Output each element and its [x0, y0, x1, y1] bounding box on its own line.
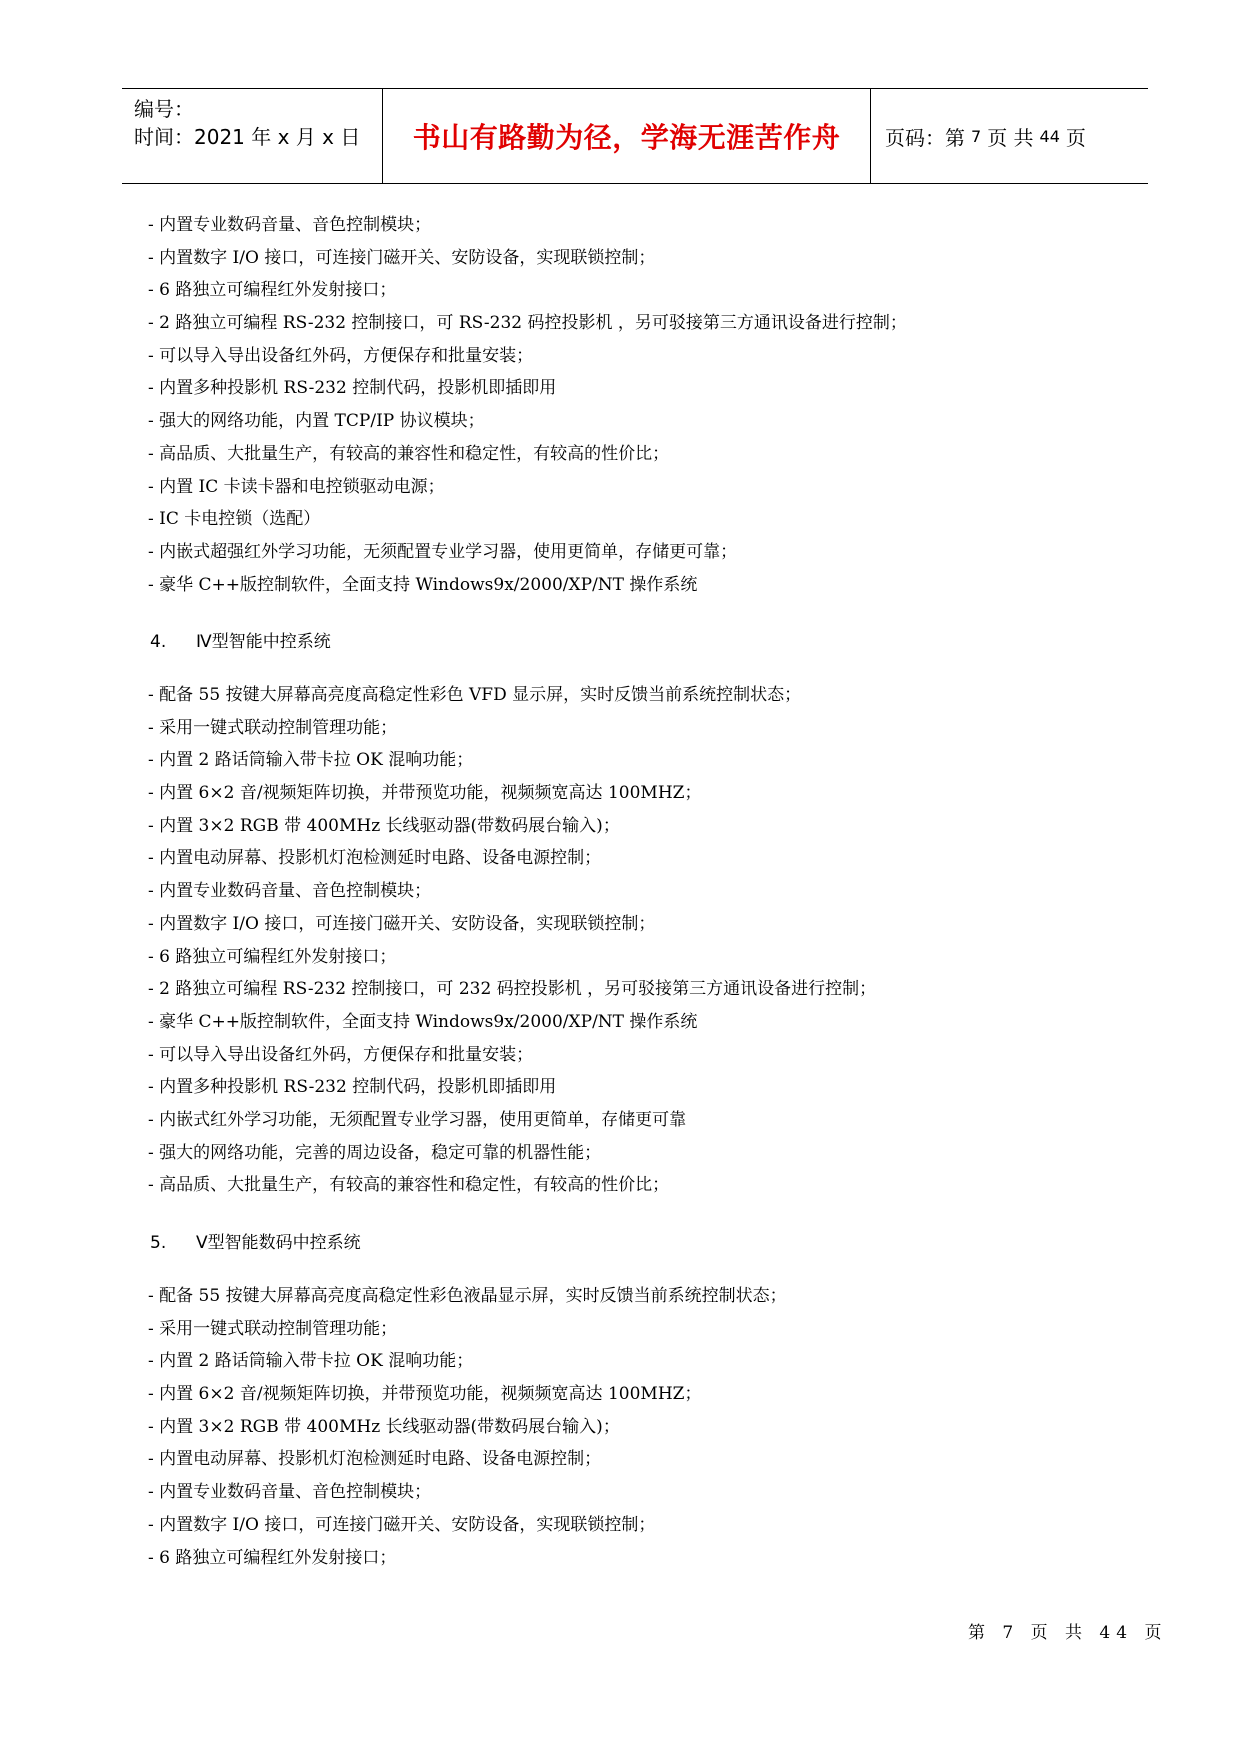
section4-title: Ⅳ型智能中控系统	[196, 632, 331, 652]
page-suffix: 页	[1065, 125, 1086, 150]
list-item: - 采用一键式联动控制管理功能；	[148, 1318, 398, 1339]
list-item: - 配备 55 按键大屏幕高亮度高稳定性彩色液晶显示屏，实时反馈当前系统控制状态；	[148, 1286, 787, 1306]
list-item: - 内置 6×2 音/视频矩阵切换，并带预览功能，视频频宽高达 100MHZ；	[148, 1384, 702, 1405]
header-meta	[122, 89, 382, 183]
list-item: - 内置 2 路话筒输入带卡拉 OK 混响功能；	[148, 1351, 474, 1372]
list-item: - 内置 3×2 RGB 带 400MHz 长线驱动器(带数码展台输入)；	[148, 1416, 620, 1437]
section5-list	[148, 1280, 1148, 1574]
list-item: - 可以导入导出设备红外码，方便保存和批量安装；	[148, 1044, 534, 1065]
list-item: - 内置数字 I/O 接口，可连接门磁开关、安防设备，实现联锁控制；	[148, 247, 656, 268]
list-item: - 内置电动屏幕、投影机灯泡检测延时电路、设备电源控制；	[148, 848, 602, 869]
list-item: - 强大的网络功能，完善的周边设备，稳定可靠的机器性能；	[148, 1142, 602, 1163]
list-item: - 6 路独立可编程红外发射接口；	[148, 1547, 397, 1568]
list-item: - 内置 IC 卡读卡器和电控锁驱动电源；	[148, 476, 445, 497]
list-item: - 内置电动屏幕、投影机灯泡检测延时电路、设备电源控制；	[148, 1449, 602, 1470]
list-item: - 内置数字 I/O 接口，可连接门磁开关、安防设备，实现联锁控制；	[148, 1514, 656, 1535]
list-item: - 配备 55 按键大屏幕高亮度高稳定性彩色 VFD 显示屏，实时反馈当前系统控制状态；	[148, 685, 802, 705]
list-item: - 豪华 C++版控制软件，全面支持 Windows9x/2000/XP/NT 操作系统	[148, 1011, 698, 1032]
list-item: - 内置 6×2 音/视频矩阵切换，并带预览功能，视频频宽高达 100MHZ；	[148, 783, 702, 804]
list-item: - 内置多种投影机 RS-232 控制代码，投影机即插即用	[148, 1077, 557, 1098]
section5-number: 5.	[150, 1233, 167, 1253]
section5-heading	[150, 1228, 361, 1253]
list-item: - 内置专业数码音量、音色控制模块；	[148, 1482, 432, 1503]
list-item: - 高品质、大批量生产，有较高的兼容性和稳定性，有较高的性价比；	[148, 443, 670, 464]
list-item: - 可以导入导出设备红外码，方便保存和批量安装；	[148, 345, 534, 366]
header-motto: 书山有路勤为径，学海无涯苦作舟	[382, 89, 871, 183]
list-item: - 内置 2 路话筒输入带卡拉 OK 混响功能；	[148, 750, 474, 771]
list-item: - 2 路独立可编程 RS-232 控制接口，可 RS-232 码控投影机 ，另可驳接第三方通讯设备进行控制；	[148, 313, 907, 334]
list-item: - 2 路独立可编程 RS-232 控制接口，可 232 码控投影机 ，另可驳接第三方通讯设备进行控制；	[148, 979, 877, 1000]
section3-list	[148, 209, 1148, 601]
document-date: 时间：2021 年 x 月 x 日	[134, 125, 361, 149]
list-item: - 内置数字 I/O 接口，可连接门磁开关、安防设备，实现联锁控制；	[148, 913, 656, 934]
section5-title: Ⅴ型智能数码中控系统	[196, 1233, 361, 1253]
header-page-info	[871, 89, 1148, 183]
section4-list	[148, 679, 1148, 1202]
list-item: - 内置专业数码音量、音色控制模块；	[148, 215, 432, 235]
list-item: - 6 路独立可编程红外发射接口；	[148, 280, 397, 301]
page-footer: 第 7 页 共 44 页	[968, 1623, 1168, 1643]
section4-number: 4.	[150, 632, 167, 652]
list-item: - 内嵌式红外学习功能，无须配置专业学习器，使用更简单，存储更可靠	[148, 1109, 687, 1130]
list-item: - IC 卡电控锁（选配）	[148, 509, 321, 530]
list-item: - 采用一键式联动控制管理功能；	[148, 717, 398, 738]
list-item: - 内嵌式超强红外学习功能，无须配置专业学习器，使用更简单，存储更可靠；	[148, 541, 738, 562]
list-item: - 内置专业数码音量、音色控制模块；	[148, 881, 432, 902]
page-header	[122, 88, 1148, 184]
list-item: - 内置多种投影机 RS-232 控制代码，投影机即插即用	[148, 378, 557, 399]
list-item: - 内置 3×2 RGB 带 400MHz 长线驱动器(带数码展台输入)；	[148, 815, 620, 836]
page-mid: 页 共	[987, 125, 1034, 150]
list-item: - 豪华 C++版控制软件，全面支持 Windows9x/2000/XP/NT 操作系统	[148, 574, 698, 595]
list-item: - 高品质、大批量生产，有较高的兼容性和稳定性，有较高的性价比；	[148, 1175, 670, 1196]
section4-heading	[150, 627, 331, 652]
page-current: 7	[971, 126, 982, 146]
page-prefix: 页码：第	[885, 125, 965, 150]
list-item: - 强大的网络功能，内置 TCP/IP 协议模块；	[148, 411, 485, 432]
page-total: 44	[1039, 126, 1060, 146]
list-item: - 6 路独立可编程红外发射接口；	[148, 946, 397, 967]
document-number-label: 编号：	[134, 97, 194, 121]
